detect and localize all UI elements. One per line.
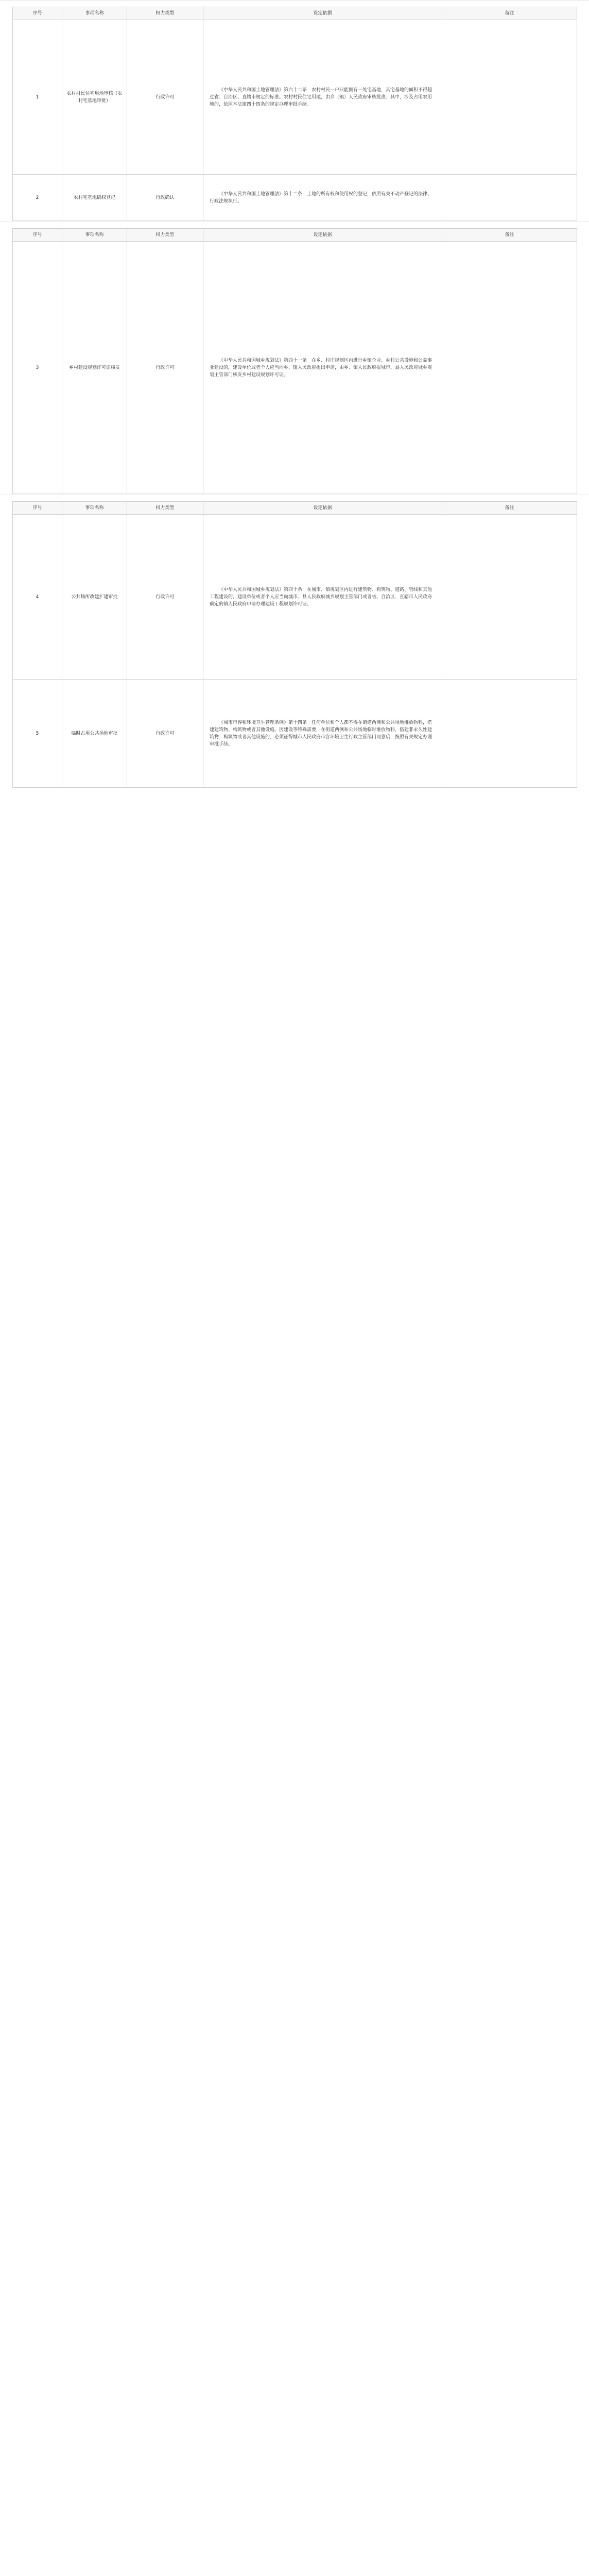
column-header: 事项名称 <box>62 7 127 20</box>
legal-basis: 《中华人民共和国城乡规划法》第四十一条 在乡、村庄规划区内进行乡镇企业、乡村公共设施和公益事业建设的，建设单位或者个人应当向乡、镇人民政府提出申请，由乡、镇人民政府报城市、县人民政府城乡规划主管部门核发乡村建设规划许可证。 <box>203 242 442 494</box>
remark <box>442 515 577 680</box>
column-header: 备注 <box>442 7 577 20</box>
item-name: 临时占用公共场地审批 <box>62 680 127 788</box>
table-row <box>13 242 577 494</box>
row-number: 4 <box>13 515 62 680</box>
table-row <box>13 680 577 788</box>
power-list-table <box>12 228 577 494</box>
column-header: 事项名称 <box>62 502 127 515</box>
column-header: 备注 <box>442 229 577 242</box>
power-list-table <box>12 7 577 221</box>
remark <box>442 242 577 494</box>
document-page <box>0 0 589 217</box>
column-header: 序号 <box>13 229 62 242</box>
document-page <box>0 222 589 490</box>
table-row <box>13 515 577 680</box>
row-number: 2 <box>13 175 62 221</box>
item-name: 公共场所改建扩建审批 <box>62 515 127 680</box>
column-header: 设定依据 <box>203 229 442 242</box>
row-number: 1 <box>13 20 62 175</box>
table-row <box>13 175 577 221</box>
item-name: 乡村建设规划许可证核发 <box>62 242 127 494</box>
column-header: 权力类型 <box>127 502 203 515</box>
table-row <box>13 20 577 175</box>
column-header: 设定依据 <box>203 7 442 20</box>
column-header: 序号 <box>13 502 62 515</box>
legal-basis: 《城市市容和环境卫生管理条例》第十四条 任何单位和个人都不得在街道两侧和公共场地堆放物料，搭建建筑物、构筑物或者其他设施。因建设等特殊需要，在街道两侧和公共场地临时堆放物料，搭建非永久性建筑物、构筑物或者其他设施的，必须征得城市人民政府市容环境卫生行政主管部门同意后，按照有关规定办理审批手续。 <box>203 680 442 788</box>
item-name: 农村村民住宅用地审核（农村宅基地审批） <box>62 20 127 175</box>
column-header: 序号 <box>13 7 62 20</box>
power-type: 行政许可 <box>127 515 203 680</box>
remark <box>442 680 577 788</box>
column-header: 权力类型 <box>127 229 203 242</box>
power-list-table <box>12 501 577 788</box>
column-header: 权力类型 <box>127 7 203 20</box>
column-header: 备注 <box>442 502 577 515</box>
power-type: 行政许可 <box>127 680 203 788</box>
legal-basis: 《中华人民共和国土地管理法》第十二条 土地的所有权和使用权的登记，依照有关不动产登记的法律、行政法规执行。 <box>203 175 442 221</box>
item-name: 农村宅基地确权登记 <box>62 175 127 221</box>
row-number: 3 <box>13 242 62 494</box>
power-type: 行政确认 <box>127 175 203 221</box>
remark <box>442 20 577 175</box>
power-type: 行政许可 <box>127 242 203 494</box>
column-header: 事项名称 <box>62 229 127 242</box>
remark <box>442 175 577 221</box>
document-page <box>0 495 589 784</box>
legal-basis: 《中华人民共和国城乡规划法》第四十条 在城市、镇规划区内进行建筑物、构筑物、道路、管线和其他工程建设的，建设单位或者个人应当向城市、县人民政府城乡规划主管部门或者省、自治区、直辖市人民政府确定的镇人民政府申请办理建设工程规划许可证。 <box>203 515 442 680</box>
column-header: 设定依据 <box>203 502 442 515</box>
power-type: 行政许可 <box>127 20 203 175</box>
legal-basis: 《中华人民共和国土地管理法》第六十二条 农村村民一户只能拥有一处宅基地，其宅基地的面积不得超过省、自治区、直辖市规定的标准。农村村民住宅用地，由乡（镇）人民政府审核批准；其中，涉及占用农用地的，依照本法第四十四条的规定办理审批手续。 <box>203 20 442 175</box>
row-number: 5 <box>13 680 62 788</box>
